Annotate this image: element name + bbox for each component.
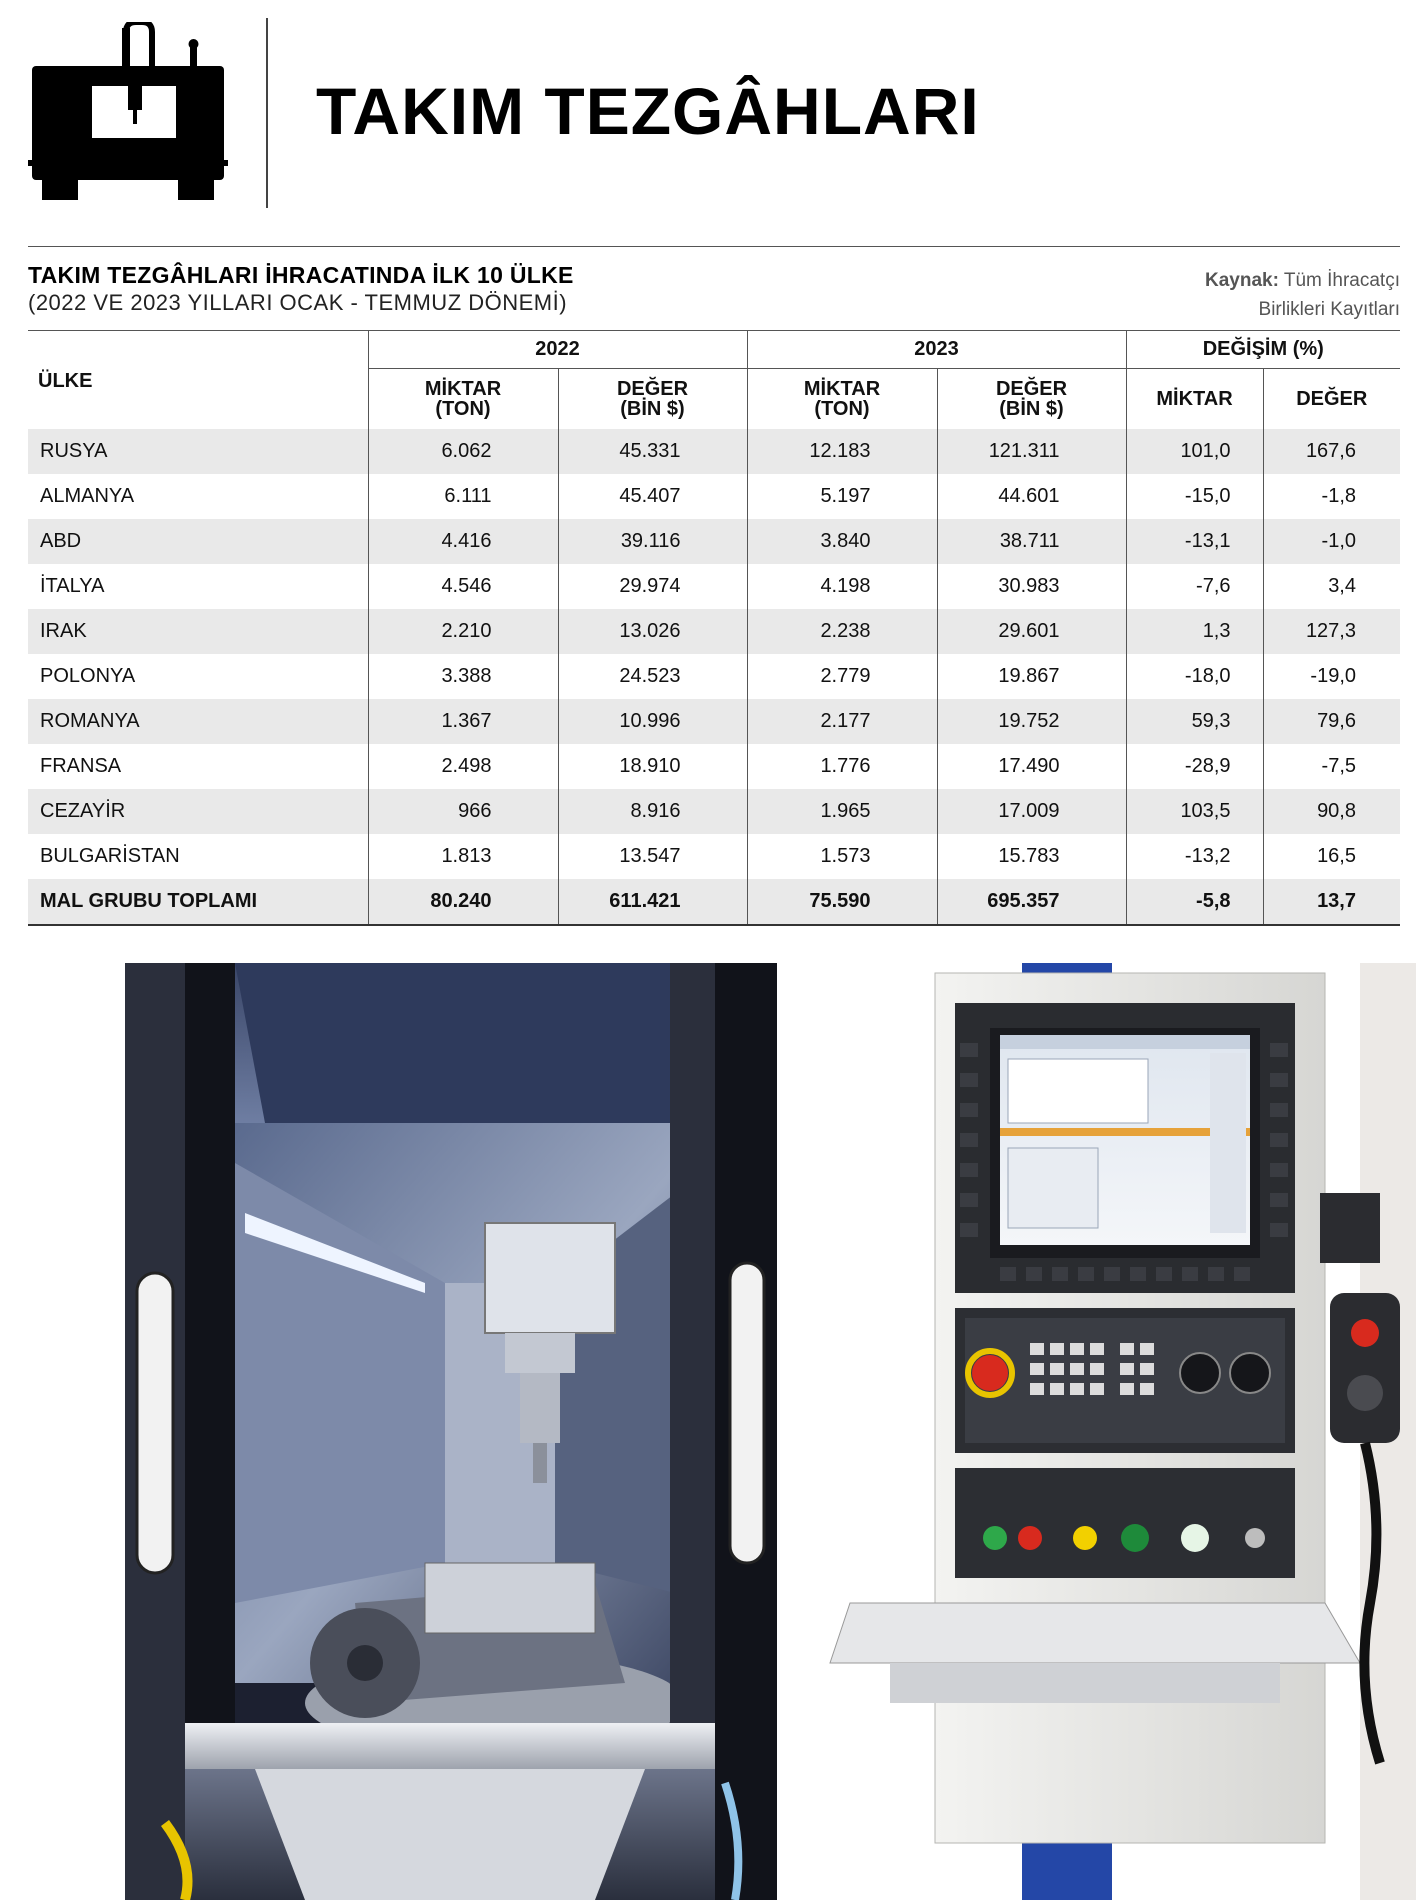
cnc-machine-icon	[28, 22, 228, 202]
value-cell-v2023: 44.601	[937, 474, 1126, 519]
source-label: Kaynak:	[1204, 270, 1279, 291]
value-cell-cq: -13,1	[1126, 519, 1263, 564]
table-total-row	[28, 879, 1400, 925]
value-cell-cv: 127,3	[1263, 609, 1400, 654]
value-cell-q2023: 1.965	[747, 789, 937, 834]
value-cell-v2023: 19.867	[937, 654, 1126, 699]
source-note	[1205, 266, 1400, 324]
value-cell-cq: -18,0	[1126, 654, 1263, 699]
col-header-qty-2022: MİKTAR (TON)	[368, 369, 558, 430]
value-cell-cv: 3,4	[1263, 564, 1400, 609]
value-cell-q2023: 1.776	[747, 744, 937, 789]
country-cell: FRANSA	[40, 755, 122, 777]
value-cell-cq: -15,0	[1126, 474, 1263, 519]
value-cell-q2022: 4.416	[368, 519, 558, 564]
value-cell-q2023: 2.238	[747, 609, 937, 654]
value-cell-cv: 16,5	[1263, 834, 1400, 879]
col-header-2022: 2022	[368, 330, 747, 369]
value-cell-cq: -5,8	[1126, 879, 1263, 925]
col-header-val-2022: DEĞER (BİN $)	[558, 369, 747, 430]
value-cell-q2023: 1.573	[747, 834, 937, 879]
country-cell: IRAK	[28, 609, 368, 654]
value-cell-cq: -28,9	[1126, 744, 1263, 789]
value-cell-v2022: 8.916	[558, 789, 747, 834]
value-cell-q2023: 2.177	[747, 699, 937, 744]
value-cell-v2023: 695.357	[937, 879, 1126, 925]
value-cell-q2022: 1.813	[368, 834, 558, 879]
country-cell: ROMANYA	[28, 699, 368, 744]
value-cell-q2022: 6.111	[368, 474, 558, 519]
value-cell-v2022: 39.116	[558, 519, 747, 564]
country-cell: CEZAYİR	[28, 789, 368, 834]
value-cell-v2023: 15.783	[937, 834, 1126, 879]
value-cell-q2022: 6.062	[368, 429, 558, 474]
value-cell-v2022: 10.996	[558, 699, 747, 744]
value-cell-v2022: 45.407	[558, 474, 747, 519]
col-header-qty-2023: MİKTAR (TON)	[747, 369, 937, 430]
value-cell-v2022: 13.547	[558, 834, 747, 879]
value-cell-cq: 1,3	[1126, 609, 1263, 654]
col-header-change-qty: MİKTAR	[1126, 369, 1263, 430]
value-cell-v2023: 30.983	[937, 564, 1126, 609]
col-header-change: DEĞİŞİM (%)	[1126, 330, 1400, 369]
table-row	[28, 609, 1400, 654]
value-cell-cq: 101,0	[1126, 429, 1263, 474]
value-cell-v2023: 17.009	[937, 789, 1126, 834]
table-row	[28, 699, 1400, 744]
table-row	[28, 744, 1400, 789]
value-cell-cv: 90,8	[1263, 789, 1400, 834]
table-row	[28, 519, 1400, 564]
table-row	[28, 789, 1400, 834]
value-cell-q2022: 2.210	[368, 609, 558, 654]
value-cell-q2023: 2.779	[747, 654, 937, 699]
value-cell-v2022: 611.421	[558, 879, 747, 925]
value-cell-q2023: 3.840	[747, 519, 937, 564]
country-cell: BULGARİSTAN	[40, 845, 180, 867]
country-cell: RUSYA	[28, 429, 368, 474]
value-cell-cv: 13,7	[1263, 879, 1400, 925]
value-cell-q2022: 2.498	[368, 744, 558, 789]
country-cell: ABD	[28, 519, 368, 564]
table-row	[28, 834, 1400, 879]
value-cell-v2023: 121.311	[937, 429, 1126, 474]
value-cell-v2022: 29.974	[558, 564, 747, 609]
table-row	[28, 564, 1400, 609]
header-divider	[266, 18, 268, 208]
value-cell-v2022: 13.026	[558, 609, 747, 654]
country-cell: ALMANYA	[40, 485, 135, 507]
value-cell-cv: -7,5	[1263, 744, 1400, 789]
table-title: TAKIM TEZGÂHLARI İHRACATINDA İLK 10 ÜLKE	[28, 262, 574, 288]
value-cell-v2023: 38.711	[937, 519, 1126, 564]
col-header-change-val: DEĞER	[1263, 369, 1400, 430]
value-cell-q2022: 4.546	[368, 564, 558, 609]
value-cell-v2022: 24.523	[558, 654, 747, 699]
source-text-1: Tüm İhracatçı	[1278, 270, 1400, 291]
value-cell-cv: -19,0	[1263, 654, 1400, 699]
export-table	[28, 330, 1400, 926]
col-header-country: ÜLKE	[38, 370, 93, 392]
table-subtitle: (2022 VE 2023 YILLARI OCAK - TEMMUZ DÖNEMİ)	[28, 290, 568, 315]
table-row	[28, 654, 1400, 699]
source-text-2: Birlikleri Kayıtları	[1258, 299, 1400, 320]
value-cell-v2023: 19.752	[937, 699, 1126, 744]
value-cell-q2022: 966	[368, 789, 558, 834]
value-cell-v2022: 18.910	[558, 744, 747, 789]
value-cell-cq: 59,3	[1126, 699, 1263, 744]
page-title: TAKIM TEZGÂHLARI	[316, 74, 980, 148]
top-rule	[28, 246, 1400, 247]
value-cell-cv: 167,6	[1263, 429, 1400, 474]
value-cell-q2022: 80.240	[368, 879, 558, 925]
country-cell: İTALYA	[40, 575, 105, 597]
value-cell-v2023: 17.490	[937, 744, 1126, 789]
value-cell-q2022: 1.367	[368, 699, 558, 744]
value-cell-q2023: 4.198	[747, 564, 937, 609]
table-row	[28, 429, 1400, 474]
table-row	[28, 474, 1400, 519]
value-cell-cq: 103,5	[1126, 789, 1263, 834]
value-cell-v2023: 29.601	[937, 609, 1126, 654]
value-cell-cq: -13,2	[1126, 834, 1263, 879]
value-cell-cq: -7,6	[1126, 564, 1263, 609]
value-cell-q2022: 3.388	[368, 654, 558, 699]
header-row-years	[28, 330, 1400, 369]
cnc-control-panel-photo	[800, 963, 1416, 1900]
value-cell-cv: -1,8	[1263, 474, 1400, 519]
col-header-val-2023: DEĞER (BİN $)	[937, 369, 1126, 430]
value-cell-cv: -1,0	[1263, 519, 1400, 564]
country-cell: POLONYA	[40, 665, 136, 687]
value-cell-q2023: 5.197	[747, 474, 937, 519]
value-cell-v2022: 45.331	[558, 429, 747, 474]
value-cell-q2023: 75.590	[747, 879, 937, 925]
value-cell-q2023: 12.183	[747, 429, 937, 474]
col-header-2023: 2023	[747, 330, 1126, 369]
value-cell-cv: 79,6	[1263, 699, 1400, 744]
cnc-machining-center-photo	[125, 963, 777, 1900]
country-cell: MAL GRUBU TOPLAMI	[28, 879, 368, 925]
